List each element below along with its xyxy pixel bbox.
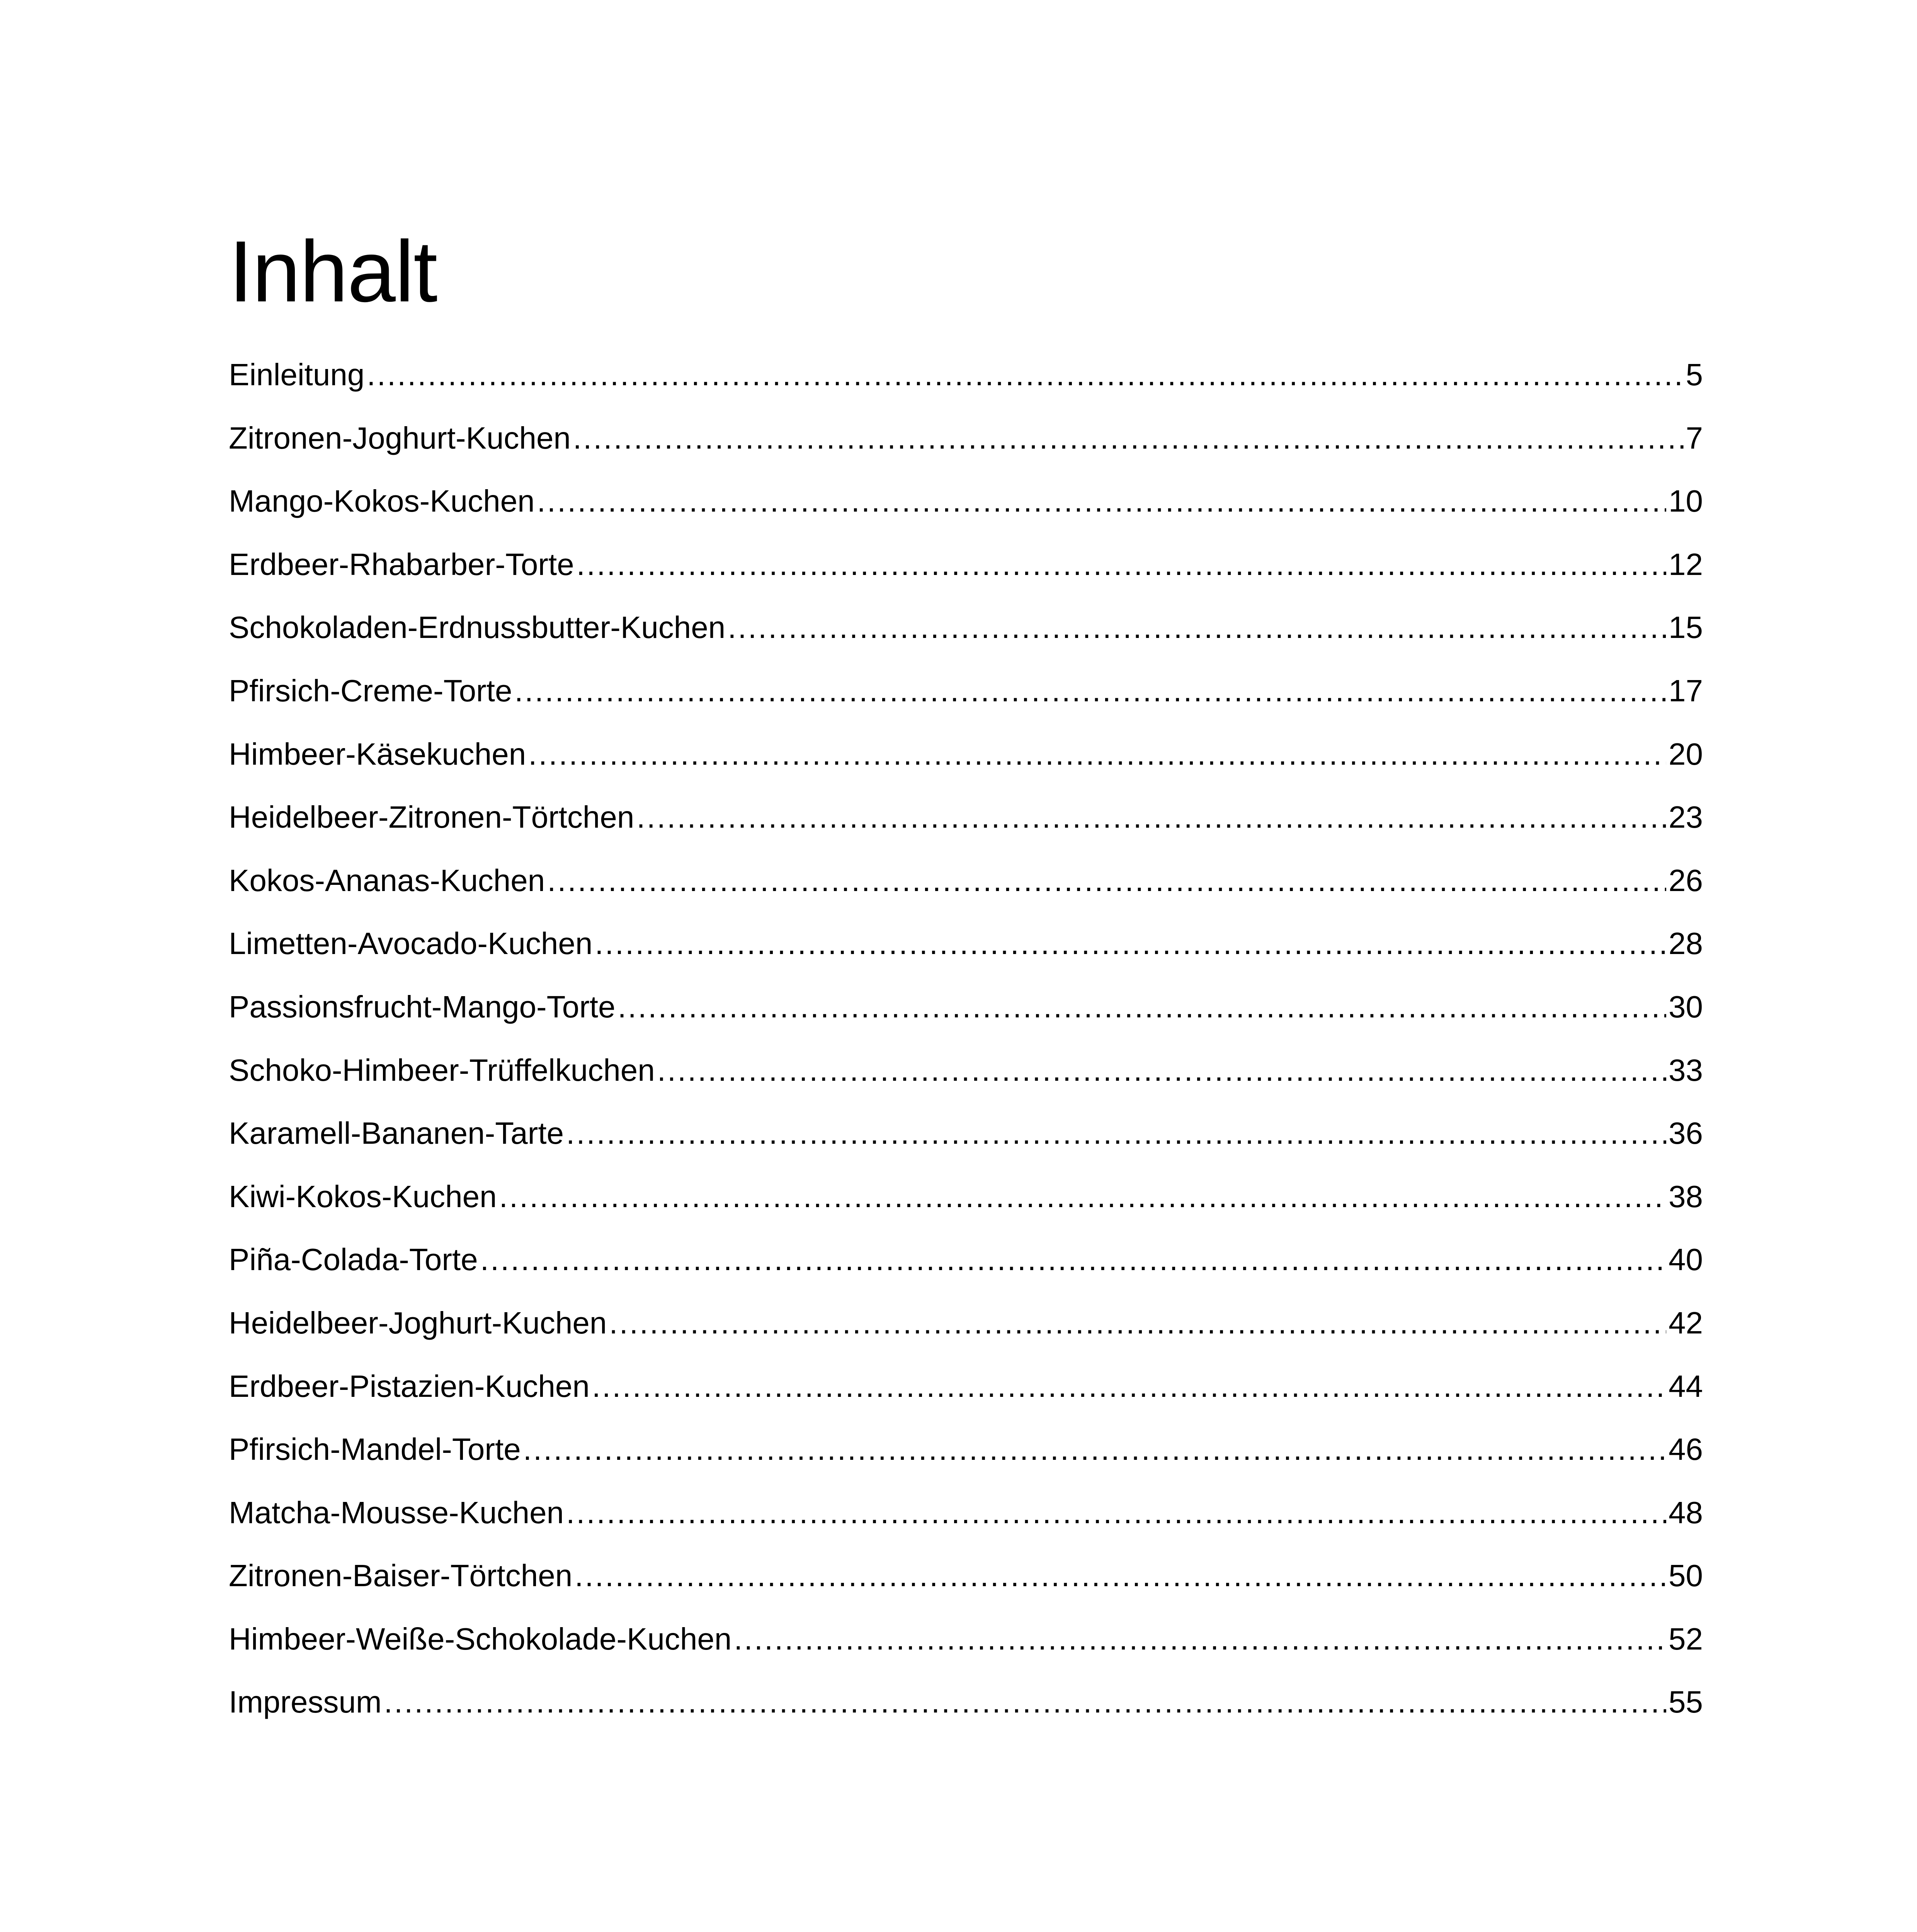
toc-entry-title: Zitronen-Baiser-Törtchen — [229, 1558, 573, 1593]
toc-entry-page: 48 — [1669, 1495, 1703, 1530]
toc-entry-title: Piña-Colada-Torte — [229, 1242, 478, 1277]
toc-dot-leader — [573, 406, 1684, 470]
toc-dot-leader — [528, 723, 1666, 786]
toc-entry-title: Pfirsich-Creme-Torte — [229, 673, 512, 708]
toc-entry-title: Matcha-Mousse-Kuchen — [229, 1495, 564, 1530]
toc-entry[interactable] — [229, 1607, 1703, 1671]
toc-dot-leader — [367, 343, 1683, 406]
toc-entry-title: Erdbeer-Pistazien-Kuchen — [229, 1369, 590, 1403]
toc-entry-title: Himbeer-Käsekuchen — [229, 736, 526, 771]
toc-entry-title: Schokoladen-Erdnussbutter-Kuchen — [229, 610, 726, 645]
toc-entry[interactable] — [229, 659, 1703, 723]
table-of-contents — [229, 343, 1703, 1734]
toc-dot-leader — [577, 533, 1666, 596]
toc-entry-page: 33 — [1669, 1053, 1703, 1087]
toc-heading: Inhalt — [229, 223, 437, 320]
toc-entry[interactable] — [229, 1291, 1703, 1355]
toc-entry-page: 30 — [1669, 989, 1703, 1024]
toc-entry[interactable] — [229, 1165, 1703, 1228]
toc-entry-page: 42 — [1669, 1305, 1703, 1340]
toc-dot-leader — [595, 912, 1666, 975]
toc-entry[interactable] — [229, 1544, 1703, 1607]
toc-entry[interactable] — [229, 596, 1703, 659]
toc-dot-leader — [657, 1039, 1666, 1102]
toc-dot-leader — [734, 1607, 1666, 1671]
toc-entry-title: Pfirsich-Mandel-Torte — [229, 1432, 521, 1467]
toc-entry-page: 28 — [1669, 926, 1703, 961]
toc-entry-title: Mango-Kokos-Kuchen — [229, 484, 535, 519]
toc-entry-page: 15 — [1669, 610, 1703, 645]
toc-entry-page: 46 — [1669, 1432, 1703, 1467]
toc-entry-page: 7 — [1686, 420, 1703, 455]
toc-dot-leader — [575, 1544, 1666, 1607]
toc-entry[interactable] — [229, 975, 1703, 1039]
toc-entry-title: Zitronen-Joghurt-Kuchen — [229, 420, 571, 455]
toc-entry[interactable] — [229, 469, 1703, 533]
toc-dot-leader — [514, 659, 1666, 723]
toc-dot-leader — [728, 596, 1666, 659]
toc-entry-title: Impressum — [229, 1685, 382, 1719]
toc-entry[interactable] — [229, 849, 1703, 912]
toc-entry-title: Kiwi-Kokos-Kuchen — [229, 1179, 497, 1214]
toc-entry-page: 55 — [1669, 1685, 1703, 1719]
toc-dot-leader — [537, 469, 1666, 533]
toc-entry[interactable] — [229, 343, 1703, 406]
toc-entry-title: Einleitung — [229, 357, 365, 392]
toc-entry-page: 38 — [1669, 1179, 1703, 1214]
toc-dot-leader — [523, 1418, 1666, 1481]
toc-entry-title: Kokos-Ananas-Kuchen — [229, 863, 545, 898]
toc-entry-page: 52 — [1669, 1621, 1703, 1656]
toc-entry-page: 5 — [1686, 357, 1703, 392]
toc-entry[interactable] — [229, 786, 1703, 849]
toc-entry-title: Himbeer-Weiße-Schokolade-Kuchen — [229, 1621, 732, 1656]
toc-entry[interactable] — [229, 1481, 1703, 1544]
toc-entry-title: Heidelbeer-Joghurt-Kuchen — [229, 1305, 607, 1340]
toc-entry-title: Erdbeer-Rhabarber-Torte — [229, 547, 574, 582]
toc-entry[interactable] — [229, 723, 1703, 786]
toc-entry-title: Karamell-Bananen-Tarte — [229, 1116, 564, 1151]
toc-entry-page: 44 — [1669, 1369, 1703, 1403]
toc-dot-leader — [609, 1291, 1666, 1355]
toc-entry[interactable] — [229, 1228, 1703, 1291]
toc-entry-title: Passionsfrucht-Mango-Torte — [229, 989, 616, 1024]
toc-entry[interactable] — [229, 1039, 1703, 1102]
toc-entry-page: 20 — [1669, 736, 1703, 771]
toc-entry-page: 10 — [1669, 484, 1703, 519]
toc-dot-leader — [499, 1165, 1666, 1228]
toc-entry[interactable] — [229, 912, 1703, 975]
toc-entry-page: 40 — [1669, 1242, 1703, 1277]
toc-entry[interactable] — [229, 1418, 1703, 1481]
toc-dot-leader — [636, 786, 1666, 849]
toc-entry-page: 36 — [1669, 1116, 1703, 1151]
toc-entry-page: 50 — [1669, 1558, 1703, 1593]
toc-entry[interactable] — [229, 1355, 1703, 1418]
toc-entry-page: 17 — [1669, 673, 1703, 708]
toc-dot-leader — [547, 849, 1666, 912]
toc-entry[interactable] — [229, 533, 1703, 596]
toc-entry-title: Heidelbeer-Zitronen-Törtchen — [229, 800, 634, 835]
toc-entry[interactable] — [229, 406, 1703, 470]
toc-dot-leader — [566, 1481, 1666, 1544]
toc-entry-title: Limetten-Avocado-Kuchen — [229, 926, 593, 961]
toc-dot-leader — [566, 1102, 1666, 1165]
toc-dot-leader — [617, 975, 1666, 1039]
toc-entry[interactable] — [229, 1670, 1703, 1734]
toc-dot-leader — [480, 1228, 1666, 1291]
toc-dot-leader — [592, 1355, 1666, 1418]
toc-entry-page: 23 — [1669, 800, 1703, 835]
toc-entry[interactable] — [229, 1102, 1703, 1165]
toc-entry-title: Schoko-Himbeer-Trüffelkuchen — [229, 1053, 655, 1087]
toc-entry-page: 12 — [1669, 547, 1703, 582]
toc-entry-page: 26 — [1669, 863, 1703, 898]
toc-dot-leader — [384, 1670, 1666, 1734]
